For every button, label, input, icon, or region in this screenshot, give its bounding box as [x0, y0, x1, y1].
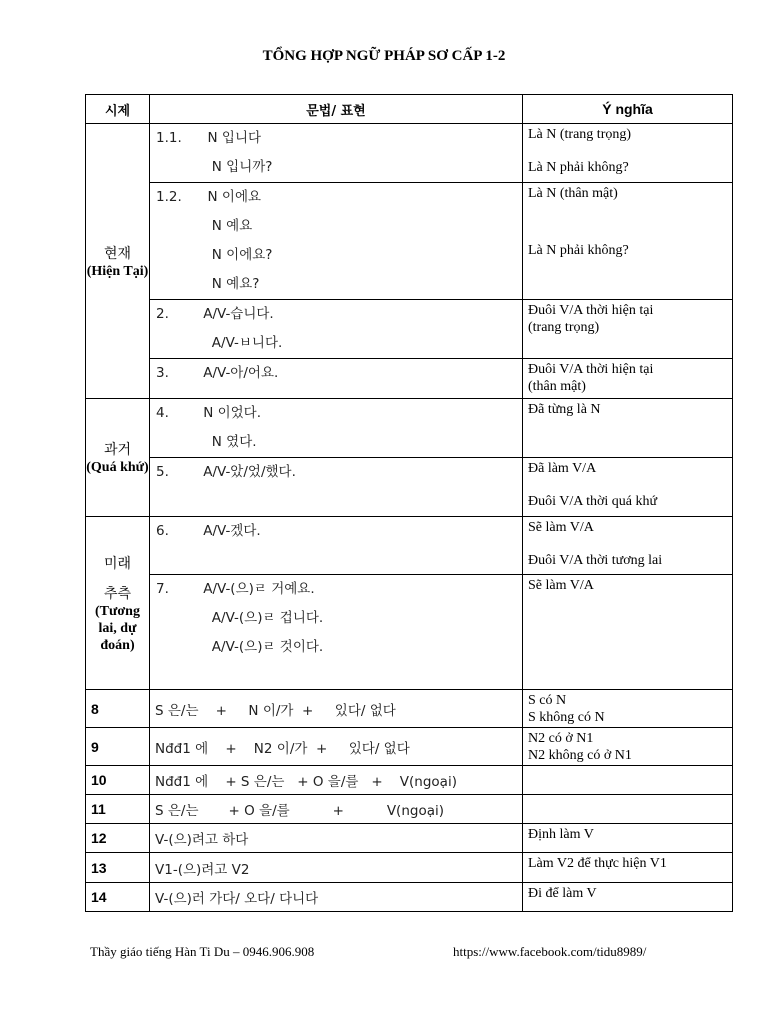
table-row [86, 795, 733, 824]
table-row [86, 728, 733, 766]
tense-past [86, 399, 150, 517]
grammar-cell: 7. A/V-(으)ㄹ 거예요. A/V-(으)ㄹ 겁니다. A/V-(으)ㄹ 것이다. [150, 575, 523, 690]
tense-vi: (Hiện Tại) [86, 263, 149, 279]
table-row [86, 458, 733, 517]
page-title: TỔNG HỢP NGỮ PHÁP SƠ CẤP 1-2 [262, 48, 506, 64]
meaning-cell: Sẽ làm V/A Đuôi V/A thời tương lai [523, 517, 733, 575]
meaning-cell: S có N S không có N [523, 690, 733, 728]
meaning-cell: Làm V2 để thực hiện V1 [523, 853, 733, 883]
meaning-cell: Đã từng là N [523, 399, 733, 458]
tense-ko-2: 추측 [103, 585, 132, 602]
table-row [86, 575, 733, 690]
tense-vi: (Quá khứ) [86, 460, 149, 475]
header-meaning: Ý nghĩa [523, 95, 733, 124]
table-row [86, 517, 733, 575]
meaning-cell: Đi để làm V [523, 883, 733, 912]
header-grammar: 문법/ 표현 [150, 95, 523, 124]
meaning-cell: Định làm V [523, 824, 733, 853]
table-row [86, 183, 733, 300]
tense-ko: 현재 [103, 245, 132, 262]
meaning-cell [523, 795, 733, 824]
tense-vi: (Tương lai, dự đoán) [95, 603, 140, 653]
tense-future [86, 517, 150, 690]
grammar-cell: 2. A/V-습니다. A/V-ㅂ니다. [150, 300, 523, 359]
grammar-cell: 4. N 이었다. N 였다. [150, 399, 523, 458]
grammar-cell: V-(으)러 가다/ 오다/ 다니다 [150, 883, 523, 912]
table-row [86, 359, 733, 399]
table-row [86, 399, 733, 458]
tense-ko: 과거 [103, 442, 132, 458]
grammar-cell: V-(으)려고 하다 [150, 824, 523, 853]
grammar-cell: Nđđ1 에 + S 은/는 + O 을/를 + V(ngoại) [150, 766, 523, 795]
grammar-cell: 1.1. N 입니다 N 입니까? [150, 124, 523, 183]
table-row [86, 824, 733, 853]
row-number: 12 [86, 824, 150, 853]
header-tense: 시제 [86, 95, 150, 124]
grammar-table [85, 94, 733, 912]
meaning-cell: Đuôi V/A thời hiện tại (trang trọng) [523, 300, 733, 359]
grammar-cell: 1.2. N 이에요 N 예요 N 이에요? N 예요? [150, 183, 523, 300]
grammar-cell: 6. A/V-겠다. [150, 517, 523, 575]
row-number: 9 [86, 728, 150, 766]
row-number: 8 [86, 690, 150, 728]
tense-present [86, 124, 150, 399]
footer-link[interactable]: https://www.facebook.com/tidu8989/ [453, 944, 647, 959]
table-row [86, 883, 733, 912]
grammar-cell: 5. A/V-았/었/했다. [150, 458, 523, 517]
table-row [86, 300, 733, 359]
table-row [86, 124, 733, 183]
row-number: 11 [86, 795, 150, 824]
meaning-cell: Là N (thân mật) Là N phải không? [523, 183, 733, 300]
grammar-cell: S 은/는 + O 을/를 + V(ngoại) [150, 795, 523, 824]
meaning-cell: Đuôi V/A thời hiện tại (thân mật) [523, 359, 733, 399]
table-row [86, 853, 733, 883]
meaning-cell: N2 có ở N1 N2 không có ở N1 [523, 728, 733, 766]
footer-teacher: Thầy giáo tiếng Hàn Ti Du – 0946.906.908 [90, 944, 315, 959]
table-row [86, 690, 733, 728]
meaning-cell: Sẽ làm V/A [523, 575, 733, 690]
table-header-row [86, 95, 733, 124]
meaning-cell [523, 766, 733, 795]
tense-ko: 미래 [103, 555, 132, 572]
grammar-cell: S 은/는 + N 이/가 + 있다/ 없다 [150, 690, 523, 728]
grammar-cell: V1-(으)려고 V2 [150, 853, 523, 883]
row-number: 10 [86, 766, 150, 795]
grammar-cell: Nđđ1 에 + N2 이/가 + 있다/ 없다 [150, 728, 523, 766]
meaning-cell: Đã làm V/A Đuôi V/A thời quá khứ [523, 458, 733, 517]
table-row [86, 766, 733, 795]
row-number: 14 [86, 883, 150, 912]
row-number: 13 [86, 853, 150, 883]
meaning-cell: Là N (trang trọng) Là N phải không? [523, 124, 733, 183]
grammar-cell: 3. A/V-아/어요. [150, 359, 523, 399]
